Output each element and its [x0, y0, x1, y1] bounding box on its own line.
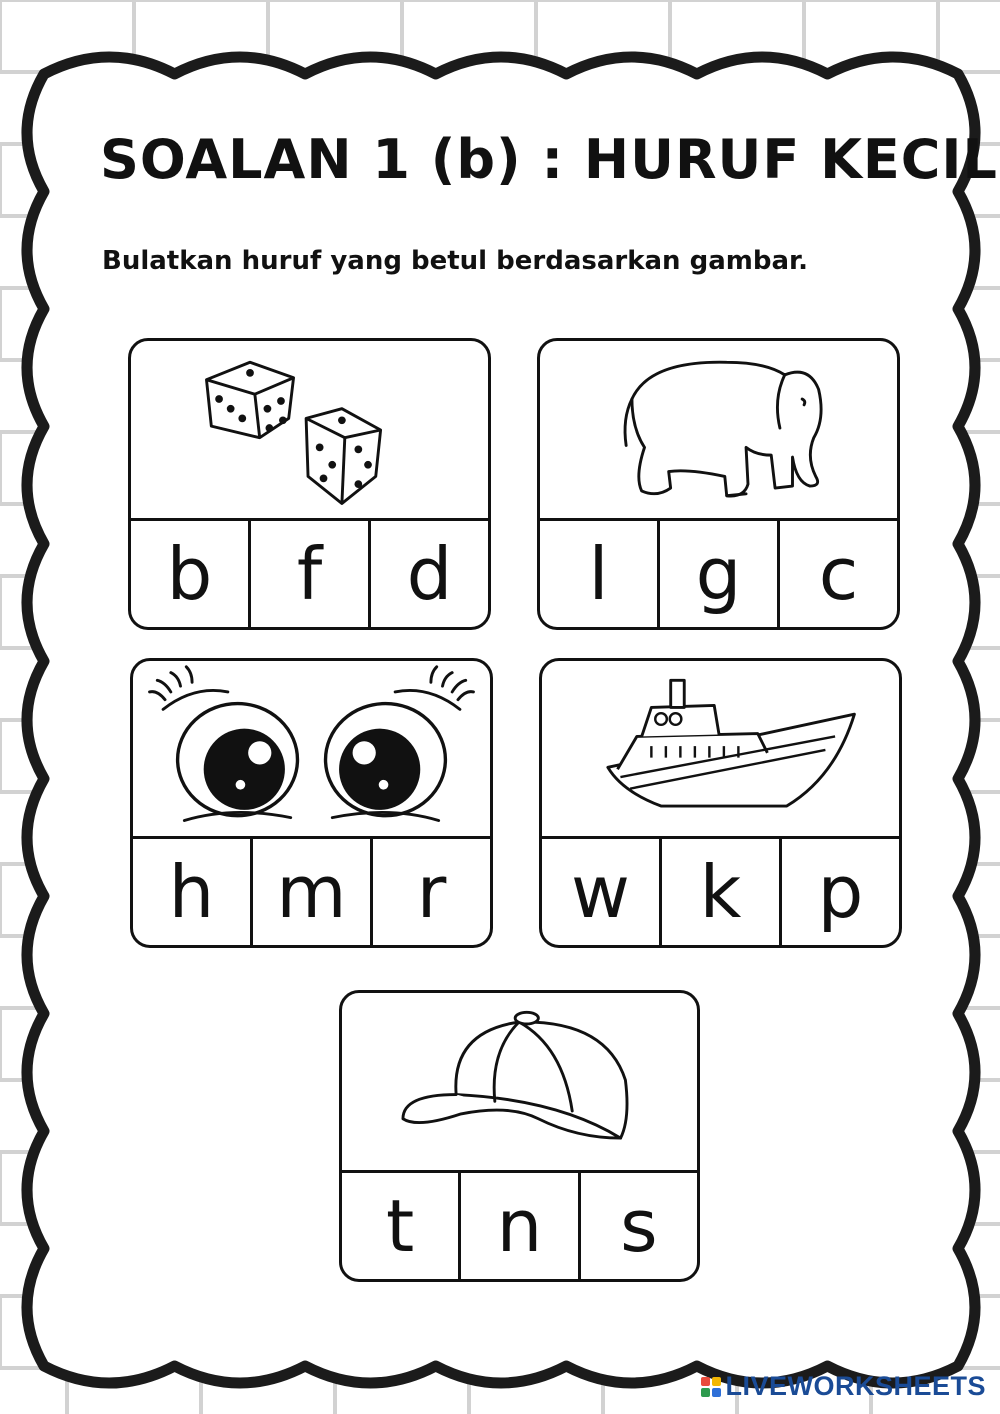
ship-icon	[542, 661, 899, 839]
instruction-text: Bulatkan huruf yang betul berdasarkan gambar.	[102, 246, 808, 276]
question-card-elephant	[537, 338, 900, 630]
question-card-cap	[339, 990, 700, 1282]
question-card-eyes	[130, 658, 493, 948]
letter-choices	[540, 521, 897, 627]
letter-option[interactable]: r	[370, 839, 490, 945]
letter-choices	[342, 1173, 697, 1279]
question-card-ship	[539, 658, 902, 948]
letter-option[interactable]: s	[578, 1173, 697, 1279]
letter-option[interactable]: t	[386, 1184, 415, 1268]
letter-option[interactable]: w	[571, 850, 630, 934]
letter-option[interactable]: p	[779, 839, 899, 945]
letter-option[interactable]: f	[248, 521, 368, 627]
liveworksheets-logo[interactable]	[701, 1371, 986, 1402]
letter-option[interactable]: k	[659, 839, 779, 945]
letter-option[interactable]: h	[168, 850, 215, 934]
dice-icon	[131, 341, 488, 521]
letter-option[interactable]: m	[250, 839, 370, 945]
letter-option[interactable]: d	[368, 521, 488, 627]
letter-option[interactable]: c	[777, 521, 897, 627]
letter-option[interactable]: n	[458, 1173, 577, 1279]
worksheet-title: SOALAN 1 (b) : HURUF KECIL	[100, 128, 998, 191]
brand-name: LIVEWORKSHEETS	[725, 1371, 986, 1401]
letter-option[interactable]: g	[657, 521, 777, 627]
letter-choices	[133, 839, 490, 945]
letter-choices	[542, 839, 899, 945]
letter-choices	[131, 521, 488, 627]
eyes-icon	[133, 661, 490, 839]
elephant-icon	[540, 341, 897, 521]
letter-option[interactable]: b	[166, 532, 213, 616]
question-card-dice	[128, 338, 491, 630]
letter-option[interactable]: l	[588, 532, 609, 616]
cap-icon	[342, 993, 697, 1173]
brand-squares-icon	[701, 1377, 721, 1397]
